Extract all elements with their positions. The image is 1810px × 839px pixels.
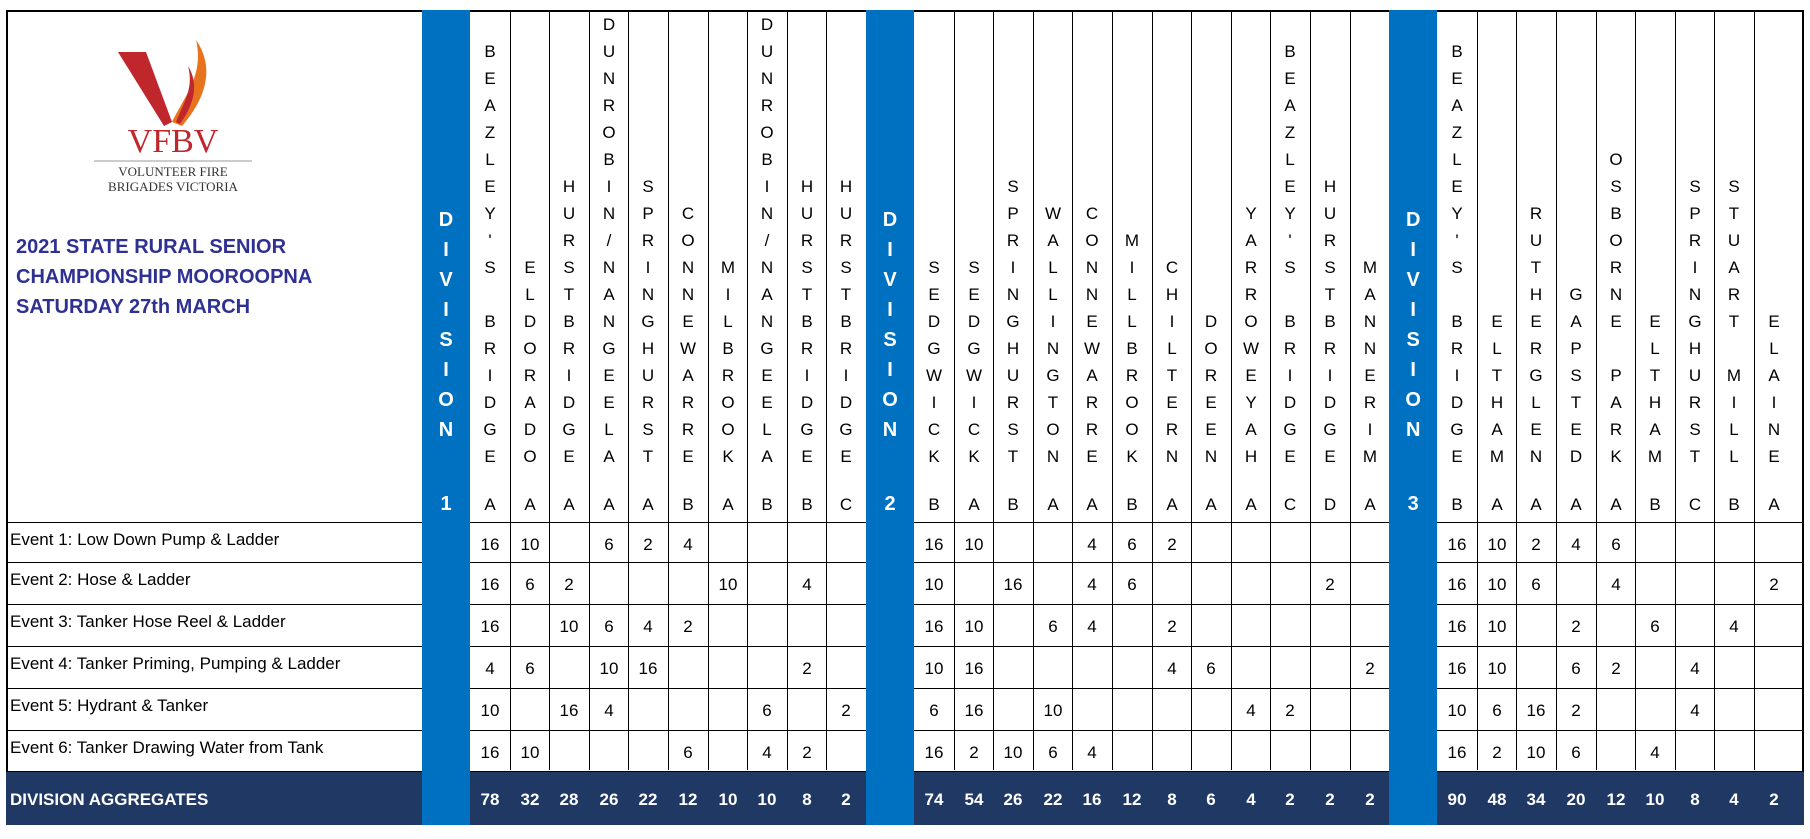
- team-class: C: [1283, 495, 1297, 514]
- team-name: H U R S T B R I D G E: [800, 177, 814, 466]
- team-name: D U N R O B I N / N A N G E E L A: [602, 15, 616, 466]
- team-class: A: [722, 495, 734, 514]
- division-aggregate: 54: [964, 790, 984, 809]
- score-cell: 2: [1531, 535, 1541, 554]
- score-cell: 16: [1447, 575, 1467, 594]
- score-cell: 10: [1043, 701, 1063, 720]
- score-cell: 4: [1167, 659, 1177, 678]
- team-name: E L A I N E: [1767, 312, 1781, 466]
- team-name: B E A Z L E Y ' S B R I D G E: [1283, 42, 1297, 466]
- score-cell: 4: [1087, 575, 1097, 594]
- logo-line-2: BRIGADES VICTORIA: [108, 179, 238, 194]
- score-cell: 6: [604, 535, 614, 554]
- score-cell: 16: [480, 617, 500, 636]
- team-class: B: [928, 495, 940, 514]
- team-class: B: [682, 495, 694, 514]
- team-name: B E A Z L E Y ' S B R I D G E: [1450, 42, 1464, 466]
- score-cell: 6: [1492, 701, 1502, 720]
- score-cell: 2: [1492, 743, 1502, 762]
- score-cell: 16: [924, 617, 944, 636]
- division-aggregate: 4: [1246, 790, 1256, 809]
- division-aggregate: 22: [1043, 790, 1063, 809]
- score-cell: 2: [1325, 575, 1335, 594]
- score-cell: 10: [924, 659, 944, 678]
- score-cell: 16: [559, 701, 579, 720]
- team-class: A: [968, 495, 980, 514]
- team-name: C H I L T E R N: [1165, 258, 1179, 466]
- division-label: D I V I S I O N: [438, 209, 454, 441]
- division-aggregate: 2: [1325, 790, 1335, 809]
- score-cell: 16: [1447, 617, 1467, 636]
- team-name: M I L B R O O K: [720, 258, 736, 466]
- event-label: Event 5: Hydrant & Tanker: [10, 696, 209, 715]
- score-cell: 4: [604, 701, 614, 720]
- score-cell: 6: [1127, 575, 1137, 594]
- score-cell: 6: [1206, 659, 1216, 678]
- score-cell: 16: [924, 535, 944, 554]
- score-cell: 10: [559, 617, 579, 636]
- team-class: B: [1728, 495, 1740, 514]
- title-line-1: 2021 STATE RURAL SENIOR: [16, 236, 287, 258]
- team-name: D U N R O B I N / N A N G E E L A: [760, 15, 774, 466]
- score-cell: 16: [924, 743, 944, 762]
- score-cell: 16: [1526, 701, 1546, 720]
- division-aggregate: 74: [924, 790, 944, 809]
- division-aggregate: 26: [1003, 790, 1023, 809]
- division-aggregate: 8: [802, 790, 812, 809]
- score-cell: 4: [1087, 743, 1097, 762]
- score-cell: 4: [1087, 617, 1097, 636]
- score-cell: 2: [1285, 701, 1295, 720]
- team-name: D O R E E N: [1204, 312, 1218, 466]
- score-cell: 6: [1048, 617, 1058, 636]
- division-number: 1: [440, 493, 452, 515]
- team-class: A: [603, 495, 615, 514]
- division-aggregate: 16: [1082, 790, 1102, 809]
- score-cell: 10: [1487, 617, 1507, 636]
- score-cell: 16: [480, 575, 500, 594]
- team-class: B: [1126, 495, 1138, 514]
- score-cell: 10: [964, 535, 984, 554]
- flame-right-icon: [172, 40, 206, 126]
- division-aggregate: 4: [1729, 790, 1739, 809]
- score-cell: 4: [762, 743, 772, 762]
- division-aggregate: 2: [1365, 790, 1375, 809]
- division-number: 3: [1407, 493, 1419, 515]
- team-class: A: [1530, 495, 1542, 514]
- team-class: C: [1688, 495, 1702, 514]
- team-class: A: [1205, 495, 1217, 514]
- score-cell: 4: [1650, 743, 1660, 762]
- division-aggregate: 2: [1285, 790, 1295, 809]
- score-cell: 10: [520, 743, 540, 762]
- team-class: A: [1768, 495, 1780, 514]
- score-cell: 16: [480, 535, 500, 554]
- score-cell: 10: [599, 659, 619, 678]
- division-aggregate: 34: [1526, 790, 1546, 809]
- score-cell: 10: [480, 701, 500, 720]
- score-cell: 16: [1003, 575, 1023, 594]
- division-aggregate: 10: [718, 790, 738, 809]
- score-cell: 4: [1087, 535, 1097, 554]
- event-title: [16, 232, 416, 322]
- score-cell: 2: [643, 535, 653, 554]
- vfbv-logo: [88, 30, 258, 200]
- score-cell: 4: [1611, 575, 1621, 594]
- score-cell: 16: [1447, 659, 1467, 678]
- title-line-2: CHAMPIONSHIP MOOROOPNA: [16, 266, 313, 288]
- team-name: W A L L I N G T O N: [1044, 204, 1062, 466]
- division-aggregate: 26: [599, 790, 619, 809]
- score-cell: 16: [638, 659, 658, 678]
- team-class: D: [1323, 495, 1337, 514]
- score-cell: 6: [525, 575, 535, 594]
- score-cell: 16: [480, 743, 500, 762]
- score-cell: 4: [1729, 617, 1739, 636]
- event-label: Event 6: Tanker Drawing Water from Tank: [10, 738, 324, 757]
- event-label: Event 3: Tanker Hose Reel & Ladder: [10, 612, 286, 631]
- team-name: E L D O R A D O: [523, 258, 537, 466]
- score-cell: 6: [1571, 659, 1581, 678]
- team-class: A: [1086, 495, 1098, 514]
- aggregates-label: DIVISION AGGREGATES: [10, 790, 209, 809]
- score-cell: 6: [1531, 575, 1541, 594]
- team-class: A: [1047, 495, 1059, 514]
- team-name: Y A R R O W E Y A H: [1242, 204, 1260, 466]
- score-cell: 4: [643, 617, 653, 636]
- event-label: Event 2: Hose & Ladder: [10, 570, 191, 589]
- team-class: A: [1610, 495, 1622, 514]
- division-aggregate: 20: [1566, 790, 1586, 809]
- team-name: E L T H A M: [1647, 312, 1663, 466]
- team-class: A: [563, 495, 575, 514]
- score-cell: 2: [1611, 659, 1621, 678]
- division-aggregate: 2: [1769, 790, 1779, 809]
- division-aggregate: 10: [1645, 790, 1665, 809]
- score-cell: 4: [1246, 701, 1256, 720]
- score-cell: 10: [1526, 743, 1546, 762]
- team-name: M A N N E R I M: [1362, 258, 1378, 466]
- score-cell: 10: [1003, 743, 1023, 762]
- score-cell: 4: [485, 659, 495, 678]
- score-cell: 2: [564, 575, 574, 594]
- title-line-3: SATURDAY 27th MARCH: [16, 296, 251, 318]
- team-name: S P R I N G H U R S T: [1006, 177, 1020, 466]
- team-name: G A P S T E D: [1569, 285, 1583, 466]
- score-cell: 10: [1487, 535, 1507, 554]
- team-name: C O N N E W A R R E: [679, 204, 697, 466]
- team-class: A: [484, 495, 496, 514]
- score-cell: 4: [683, 535, 693, 554]
- division-aggregate: 12: [678, 790, 698, 809]
- division-aggregate: 6: [1206, 790, 1216, 809]
- header-panel: [6, 10, 422, 522]
- team-name: E L T H A M: [1489, 312, 1505, 466]
- score-cell: 4: [1690, 701, 1700, 720]
- score-cell: 6: [929, 701, 939, 720]
- score-cell: 6: [525, 659, 535, 678]
- score-cell: 6: [1127, 535, 1137, 554]
- score-cell: 6: [683, 743, 693, 762]
- team-name: S T U A R T M I L L: [1726, 177, 1742, 466]
- team-name: H U R S T B R I D G E: [562, 177, 576, 466]
- score-cell: 2: [1167, 535, 1177, 554]
- team-name: S E D G W I C K: [965, 258, 983, 466]
- team-name: H U R S T B R I D G E: [1323, 177, 1337, 466]
- score-cell: 10: [520, 535, 540, 554]
- division-aggregate: 2: [841, 790, 851, 809]
- logo-acronym: VFBV: [127, 123, 219, 160]
- division-aggregate: 32: [520, 790, 540, 809]
- score-cell: 10: [924, 575, 944, 594]
- score-cell: 10: [1487, 575, 1507, 594]
- team-class: A: [1245, 495, 1257, 514]
- score-cell: 6: [762, 701, 772, 720]
- score-cell: 2: [683, 617, 693, 636]
- team-name: S P R I N G H U R S T: [641, 177, 655, 466]
- division-aggregate: 12: [1122, 790, 1142, 809]
- score-cell: 2: [802, 659, 812, 678]
- division-aggregate: 22: [638, 790, 658, 809]
- team-class: B: [1007, 495, 1019, 514]
- score-cell: 2: [1571, 701, 1581, 720]
- score-cell: 4: [802, 575, 812, 594]
- team-class: A: [1491, 495, 1503, 514]
- score-cell: 2: [1571, 617, 1581, 636]
- team-class: B: [1451, 495, 1463, 514]
- score-cell: 2: [969, 743, 979, 762]
- division-label: D I V I S I O N: [882, 209, 898, 441]
- team-class: C: [839, 495, 853, 514]
- division-number: 2: [884, 493, 896, 515]
- score-cell: 6: [604, 617, 614, 636]
- team-name: C O N N E W A R R E: [1083, 204, 1101, 466]
- logo-line-1: VOLUNTEER FIRE: [118, 164, 228, 179]
- score-cell: 16: [1447, 743, 1467, 762]
- score-cell: 16: [964, 701, 984, 720]
- score-cell: 4: [1690, 659, 1700, 678]
- team-name: B E A Z L E Y ' S B R I D G E: [483, 42, 497, 466]
- score-cell: 6: [1611, 535, 1621, 554]
- score-cell: 16: [964, 659, 984, 678]
- score-cell: 10: [964, 617, 984, 636]
- score-cell: 16: [1447, 535, 1467, 554]
- team-class: A: [524, 495, 536, 514]
- team-name: H U R S T B R I D G E: [839, 177, 853, 466]
- division-aggregate: 90: [1447, 790, 1467, 809]
- score-cell: 6: [1048, 743, 1058, 762]
- score-cell: 2: [1769, 575, 1779, 594]
- score-cell: 10: [1487, 659, 1507, 678]
- team-name: S E D G W I C K: [925, 258, 943, 466]
- division-label: D I V I S I O N: [1405, 209, 1421, 441]
- score-cell: 4: [1571, 535, 1581, 554]
- event-label: Event 1: Low Down Pump & Ladder: [10, 530, 280, 549]
- division-aggregate: 78: [480, 790, 500, 809]
- score-cell: 10: [1447, 701, 1467, 720]
- team-name: R U T H E R G L E N: [1529, 204, 1543, 466]
- flame-left-icon: [118, 52, 172, 126]
- team-class: B: [801, 495, 813, 514]
- score-cell: 6: [1571, 743, 1581, 762]
- score-cell: 2: [841, 701, 851, 720]
- score-cell: 2: [802, 743, 812, 762]
- division-aggregate: 8: [1690, 790, 1700, 809]
- team-class: A: [642, 495, 654, 514]
- division-aggregate: 8: [1167, 790, 1177, 809]
- division-aggregate: 48: [1487, 790, 1507, 809]
- division-aggregate: 10: [757, 790, 777, 809]
- event-label: Event 4: Tanker Priming, Pumping & Ladder: [10, 654, 341, 673]
- score-cell: 6: [1650, 617, 1660, 636]
- team-name: O S B O R N E P A R K: [1609, 150, 1623, 466]
- score-cell: 2: [1167, 617, 1177, 636]
- team-class: A: [1570, 495, 1582, 514]
- score-cell: 10: [718, 575, 738, 594]
- team-class: A: [1166, 495, 1178, 514]
- team-class: B: [761, 495, 773, 514]
- team-class: A: [1364, 495, 1376, 514]
- division-aggregate: 28: [559, 790, 579, 809]
- team-name: M I L L B R O O K: [1124, 231, 1140, 466]
- team-class: B: [1649, 495, 1661, 514]
- team-name: S P R I N G H U R S T: [1688, 177, 1702, 466]
- score-cell: 2: [1365, 659, 1375, 678]
- division-aggregate: 12: [1606, 790, 1626, 809]
